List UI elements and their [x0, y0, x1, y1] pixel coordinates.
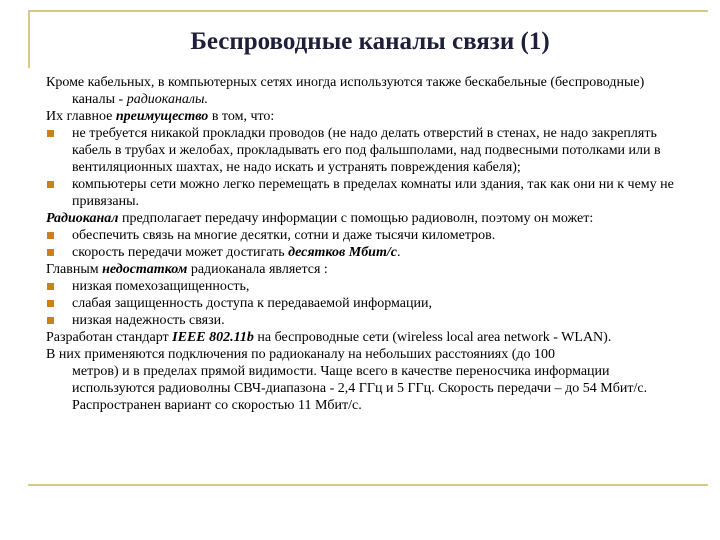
- intro-paragraph: Кроме кабельных, в компьютерных сетях иногда используются также бескабельные (беспроводные) каналы - радиоканалы.: [46, 75, 645, 107]
- bullet-square-icon: [47, 181, 54, 188]
- disadvantage-item: низкая помехозащищенность,: [46, 278, 686, 295]
- frame-left-line: [28, 10, 30, 68]
- frame-bottom-line: [28, 484, 708, 486]
- bullet-square-icon: [47, 249, 54, 256]
- advantage-heading: Их главное преимущество в том, что:: [46, 109, 275, 124]
- capability-item: обеспечить связь на многие десятки, сотни и даже тысячи километров.: [46, 227, 686, 244]
- usage-paragraph: В них применяются подключения по радиоканалу на небольших расстояниях (до 100: [46, 347, 556, 362]
- usage-paragraph-continued: метров) и в пределах прямой видимости. Чаще всего в качестве переносчика информации используются радиоволны СВЧ-диапазона - 2,4 ГГц и 5 ГГц. Скорость передачи – до 54 Мбит/с. Распространен вариант со скоростью 11 Мбит/с.: [72, 364, 648, 413]
- bullet-square-icon: [47, 283, 54, 290]
- bullet-square-icon: [47, 300, 54, 307]
- bullet-square-icon: [47, 130, 54, 137]
- radio-paragraph: Радиоканал предполагает передачу информации с помощью радиоволн, поэтому он может:: [46, 211, 594, 226]
- disadvantage-item: слабая защищенность доступа к передаваемой информации,: [46, 295, 686, 312]
- intro-emphasis: радиоканалы.: [126, 92, 209, 107]
- disadvantage-heading: Главным недостатком радиоканала является :: [46, 262, 328, 277]
- slide-title: Беспроводные каналы связи (1): [190, 28, 550, 55]
- advantage-item: компьютеры сети можно легко перемещать в пределах комнаты или здания, так как они ни к чему не привязаны.: [46, 176, 686, 210]
- standard-paragraph: Разработан стандарт IEEE 802.11b на беспроводные сети (wireless local area network - WLAN).: [46, 330, 612, 345]
- bullet-square-icon: [47, 232, 54, 239]
- capability-item: скорость передачи может достигать десятков Мбит/с.: [46, 244, 686, 261]
- advantage-item: не требуется никакой прокладки проводов (не надо делать отверстий в стенах, не надо закреплять кабель в трубах и желобах, прокладывать его под фальшполами, над подвесными потолками или в вентиляционных шахтах, не надо искать и устранять повреждения кабеля);: [46, 125, 686, 176]
- disadvantage-item: низкая надежность связи.: [46, 312, 686, 329]
- frame-top-line: [28, 10, 708, 12]
- slide-body: [46, 74, 686, 414]
- bullet-square-icon: [47, 317, 54, 324]
